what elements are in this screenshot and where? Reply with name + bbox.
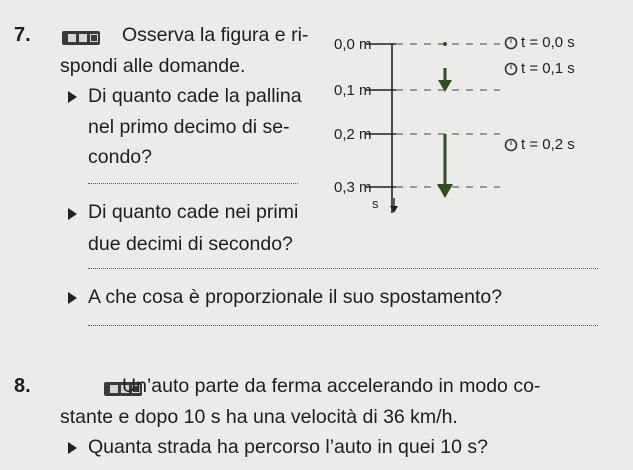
velocity-arrowhead-2 <box>437 184 453 198</box>
bullet-icon <box>68 208 77 220</box>
difficulty-icon <box>62 31 100 45</box>
question-1-line-3: condo? <box>88 146 152 168</box>
falling-ball-figure <box>330 28 630 228</box>
time-label-1: t = 0,1 s <box>521 60 575 77</box>
clock-icon <box>506 38 517 49</box>
question-2-line-1: Di quanto cade nei primi <box>88 201 299 223</box>
intro-line-1: Osserva la figura e ri- <box>122 24 309 46</box>
scale-label-0: 0,0 m <box>334 36 372 53</box>
clock-icon <box>506 140 517 151</box>
exercise-8-number: 8. <box>14 375 31 397</box>
answer-line <box>88 325 598 326</box>
question-3: A che cosa è proporzionale il suo spostamento? <box>88 286 503 308</box>
intro-line-2: spondi alle domande. <box>60 55 246 77</box>
exercise-7-number: 7. <box>14 24 31 46</box>
clock-icon <box>506 64 517 75</box>
time-label-0: t = 0,0 s <box>521 34 575 51</box>
scale-label-3: 0,3 m <box>334 179 372 196</box>
question-1-line-1: Di quanto cade la pallina <box>88 85 302 107</box>
unit-label: s <box>372 196 379 211</box>
answer-line <box>88 268 598 269</box>
ball-start <box>443 42 447 46</box>
scale-label-1: 0,1 m <box>334 82 372 99</box>
exercise-8-line-1: Un’auto parte da ferma accelerando in modo co- <box>122 375 541 397</box>
question-1-line-2: nel primo decimo di se- <box>88 116 290 138</box>
exercise-8-line-2: stante e dopo 10 s ha una velocità di 36 km/h. <box>60 406 458 428</box>
question-2-line-2: due decimi di secondo? <box>88 233 293 255</box>
bullet-icon <box>68 442 77 454</box>
bullet-icon <box>68 91 77 103</box>
bullet-icon <box>68 292 77 304</box>
scale-label-2: 0,2 m <box>334 126 372 143</box>
answer-line <box>88 183 298 184</box>
exercise-8-question: Quanta strada ha percorso l’auto in quei 10 s? <box>88 436 489 458</box>
time-label-2: t = 0,2 s <box>521 136 575 153</box>
